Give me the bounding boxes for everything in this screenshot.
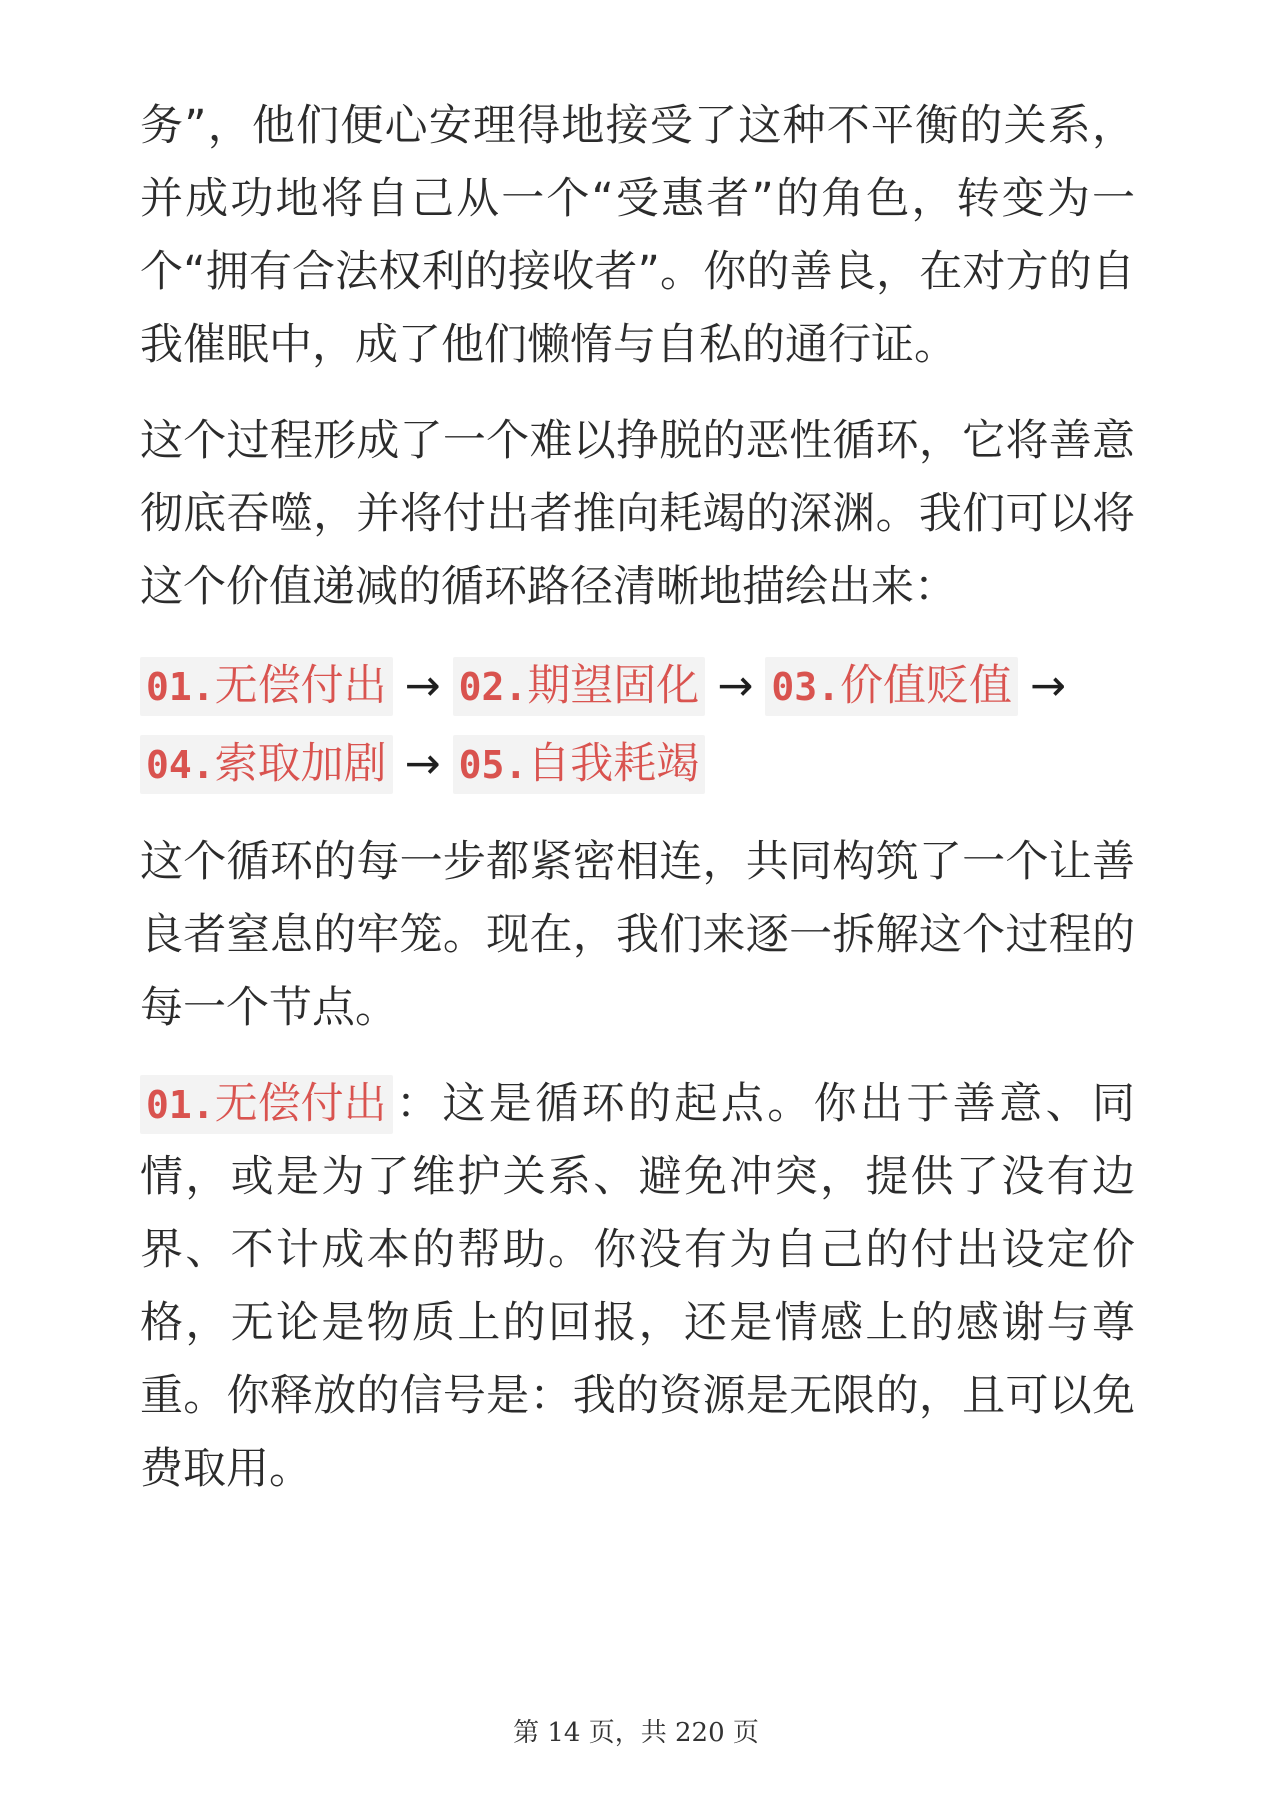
- paragraph-4-text: ：这是循环的起点。你出于善意、同情，或是为了维护关系、避免冲突，提供了没有边界、不计成本的帮助。你没有为自己的付出设定价格，无论是物质上的回报，还是情感上的感谢与尊重。你释放的信号是：我的资源是无限的，且可以免费取用。: [140, 1079, 1135, 1494]
- paragraph-1: 务”，他们便心安理得地接受了这种不平衡的关系，并成功地将自己从一个“受惠者”的角色，转变为一个“拥有合法权利的接收者”。你的善良，在对方的自我催眠中，成了他们懒惰与自私的通行证。: [140, 101, 1135, 370]
- arrow-right-icon: →: [404, 661, 441, 711]
- arrow-right-icon: →: [717, 661, 754, 711]
- step-number: 01.: [146, 665, 215, 709]
- inline-step-1: [140, 1075, 393, 1134]
- step-number: 03.: [771, 665, 840, 709]
- paragraph-4: [140, 1068, 1135, 1506]
- cycle-step-3: [765, 657, 1018, 716]
- step-number: 04.: [146, 743, 215, 787]
- step-label: 无偿付出: [214, 1079, 387, 1129]
- arrow-right-icon: →: [404, 739, 441, 789]
- cycle-step-5: [453, 735, 706, 794]
- step-label: 无偿付出: [214, 661, 387, 711]
- cycle-flow: [140, 647, 1135, 803]
- step-label: 索取加剧: [214, 739, 387, 789]
- cycle-step-1: [140, 657, 393, 716]
- cycle-step-4: [140, 735, 393, 794]
- arrow-right-icon: →: [1029, 661, 1067, 711]
- paragraph-2: 这个过程形成了一个难以挣脱的恶性循环，它将善意彻底吞噬，并将付出者推向耗竭的深渊。我们可以将这个价值递减的循环路径清晰地描绘出来：: [140, 416, 1135, 612]
- step-label: 期望固化: [527, 661, 700, 711]
- step-label: 价值贬值: [839, 661, 1012, 711]
- document-page: [140, 90, 1135, 1529]
- step-label: 自我耗竭: [527, 739, 700, 789]
- page-number-footer: 第 14 页，共 220 页: [513, 1718, 759, 1748]
- paragraph-3: 这个循环的每一步都紧密相连，共同构筑了一个让善良者窒息的牢笼。现在，我们来逐一拆解这个过程的每一个节点。: [140, 837, 1135, 1033]
- step-number: 05.: [458, 743, 528, 787]
- step-number: 02.: [458, 665, 528, 709]
- step-number: 01.: [146, 1083, 215, 1127]
- cycle-step-2: [453, 657, 706, 716]
